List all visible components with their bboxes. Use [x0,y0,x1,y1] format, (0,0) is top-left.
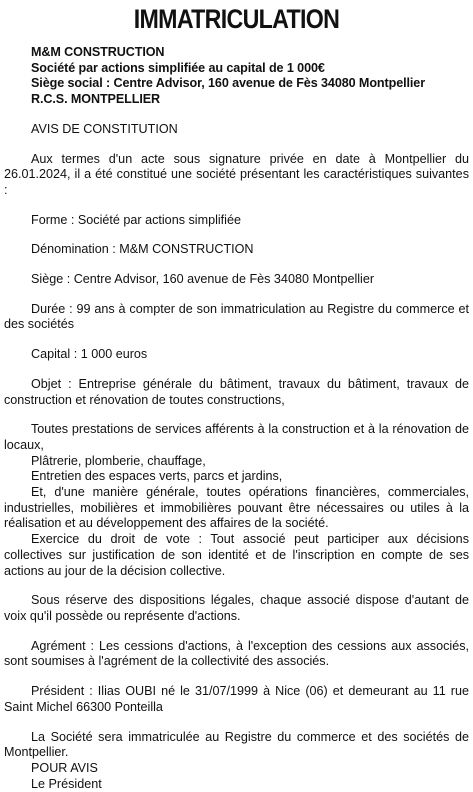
capital-line: Capital : 1 000 euros [31,347,148,362]
agrement-paragraph: Agrément : Les cessions d'actions, à l'exception des cessions aux associés, sont soumises à l'agrément de la collectivité des associés. [4,638,469,669]
president-paragraph: Président : Ilias OUBI né le 31/07/1999 à Nice (06) et demeurant au 11 rue Saint Michel 66300 Ponteilla [4,684,469,714]
objet-paragraph: Objet : Entreprise générale du bâtiment, travaux du bâtiment, travaux de construction et rénovation de toutes constructions, [4,376,469,407]
pour-avis: POUR AVIS [31,760,98,775]
intro-paragraph: Aux termes d'un acte sous signature privée en date à Montpellier du 26.01.2024, il a été constitué une société présentant les caractéristiques suivantes : [4,151,469,197]
company-header [4,45,469,108]
company-rcs: R.C.S. MONTPELLIER [31,92,161,107]
company-seat: Siège social : Centre Advisor, 160 avenue de Fès 34080 Montpellier [31,76,426,91]
signature-president: Le Président [31,776,102,791]
company-form-capital: Société par actions simplifiée au capital de 1 000€ [31,60,325,75]
legal-notice [0,4,473,791]
immatriculation-paragraph: La Société sera immatriculée au Registre du commerce et des sociétés de Montpellier. [4,729,469,760]
denomination-line: Dénomination : M&M CONSTRUCTION [31,242,254,257]
forme-line: Forme : Société par actions simplifiée [31,212,241,227]
entretien-line: Entretien des espaces verts, parcs et jardins, [31,469,283,484]
siege-line: Siège : Centre Advisor, 160 avenue de Fès 34080 Montpellier [31,272,375,287]
prestations-line: Toutes prestations de services afférents à la construction et à la rénovation de locaux, [4,422,469,452]
vote-paragraph: Exercice du droit de vote : Tout associé peut participer aux décisions collectives sur justification de son identité et de l'inscription en compte de ses actions au jour de la décision collective. [4,532,469,578]
duree-paragraph: Durée : 99 ans à compter de son immatriculation au Registre du commerce et des sociétés [4,301,469,332]
platrerie-line: Plâtrerie, plomberie, chauffage, [31,453,206,468]
company-name: M&M CONSTRUCTION [31,45,165,59]
general-paragraph: Et, d'une manière générale, toutes opérations financières, commerciales, industrielles, mobilières et immobilières pouvant être nécessaires ou utiles à la réalisation et au développement des affaires de la société. [4,485,469,531]
notice-title: IMMATRICULATION [133,4,340,34]
reserve-paragraph: Sous réserve des dispositions légales, chaque associé dispose d'autant de voix qu'il possède ou représente d'actions. [4,593,469,623]
notice-type: AVIS DE CONSTITUTION [31,121,178,136]
